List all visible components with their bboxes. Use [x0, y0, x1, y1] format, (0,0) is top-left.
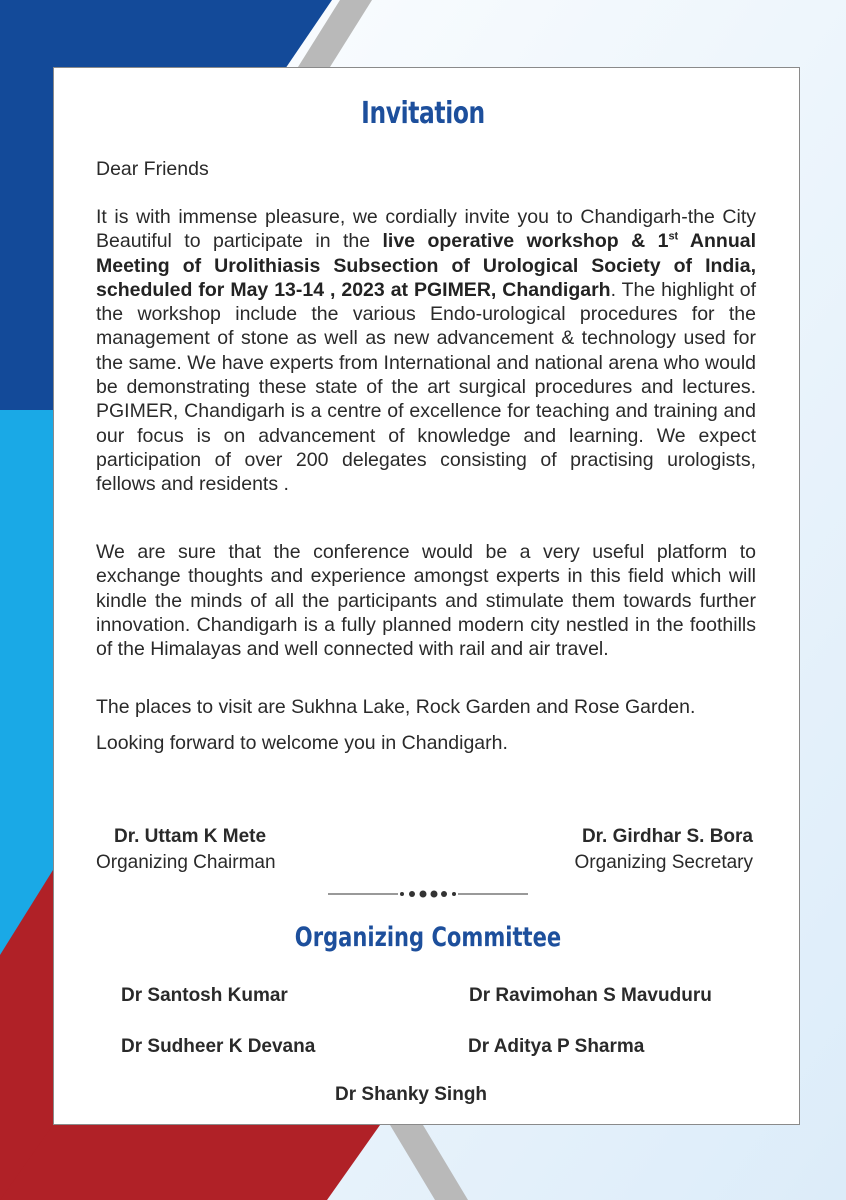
signatory-secretary: [575, 826, 753, 874]
paragraph-closing: Looking forward to welcome you in Chandigarh.: [96, 732, 508, 754]
signatory-chairman: [96, 826, 276, 874]
signatory-role: Organizing Chairman: [96, 852, 276, 873]
light-blue-band: [0, 410, 53, 955]
ornamental-divider: [328, 884, 528, 904]
paragraph-intro: [96, 205, 756, 497]
committee-member: Dr Santosh Kumar: [121, 985, 288, 1006]
paragraph-intro-text: It is with immense pleasure, we cordially invite you to Chandigarh-the City Beautiful to participate in the: [96, 206, 756, 253]
paragraph-intro-rest: . The highlight of the workshop include the various Endo-urological procedures for the management of stone as well as new advancement & technology used for the same. We have experts from International and national arena who would be demonstrating these state of the art surgical procedures and lectures. PGIMER, Chandigarh is a centre of excellence for teaching and training and our focus is on advancement of knowledge and learning. We expect participation of over 200 delegates consisting of practising urologists, fellows and residents .: [96, 278, 756, 496]
signatory-name: Dr. Uttam K Mete: [114, 826, 267, 847]
signatory-role: Organizing Secretary: [574, 852, 753, 873]
committee-member: Dr Shanky Singh: [335, 1084, 488, 1105]
invitation-title: Invitation: [361, 96, 485, 131]
committee-title: Organizing Committee: [294, 922, 562, 953]
event-highlight-b: Annual Meeting of Urolithiasis Subsection of Urological Society of India, scheduled for May 13-14 , 2023 at PGIMER, Chandigarh: [96, 230, 756, 301]
signatory-name: Dr. Girdhar S. Bora: [581, 826, 753, 847]
committee-member: Dr Ravimohan S Mavuduru: [469, 985, 712, 1006]
greeting: Dear Friends: [96, 158, 209, 180]
committee-member: Dr Sudheer K Devana: [121, 1036, 316, 1057]
paragraph-places: The places to visit are Sukhna Lake, Rock Garden and Rose Garden.: [96, 696, 696, 718]
ordinal-suffix: st: [668, 230, 679, 243]
committee-member: Dr Aditya P Sharma: [468, 1036, 645, 1057]
event-highlight-a: live operative workshop & 1: [382, 230, 669, 253]
paragraph-conference: We are sure that the conference would be a very useful platform to exchange thoughts and experience amongst experts in this field which will kindle the minds of all the participants and stimulate them towards further innovation. Chandigarh is a fully planned modern city nestled in the foothills of the Himalayas and well connected with rail and air travel.: [96, 541, 756, 661]
red-bottom-band: [0, 1125, 380, 1200]
